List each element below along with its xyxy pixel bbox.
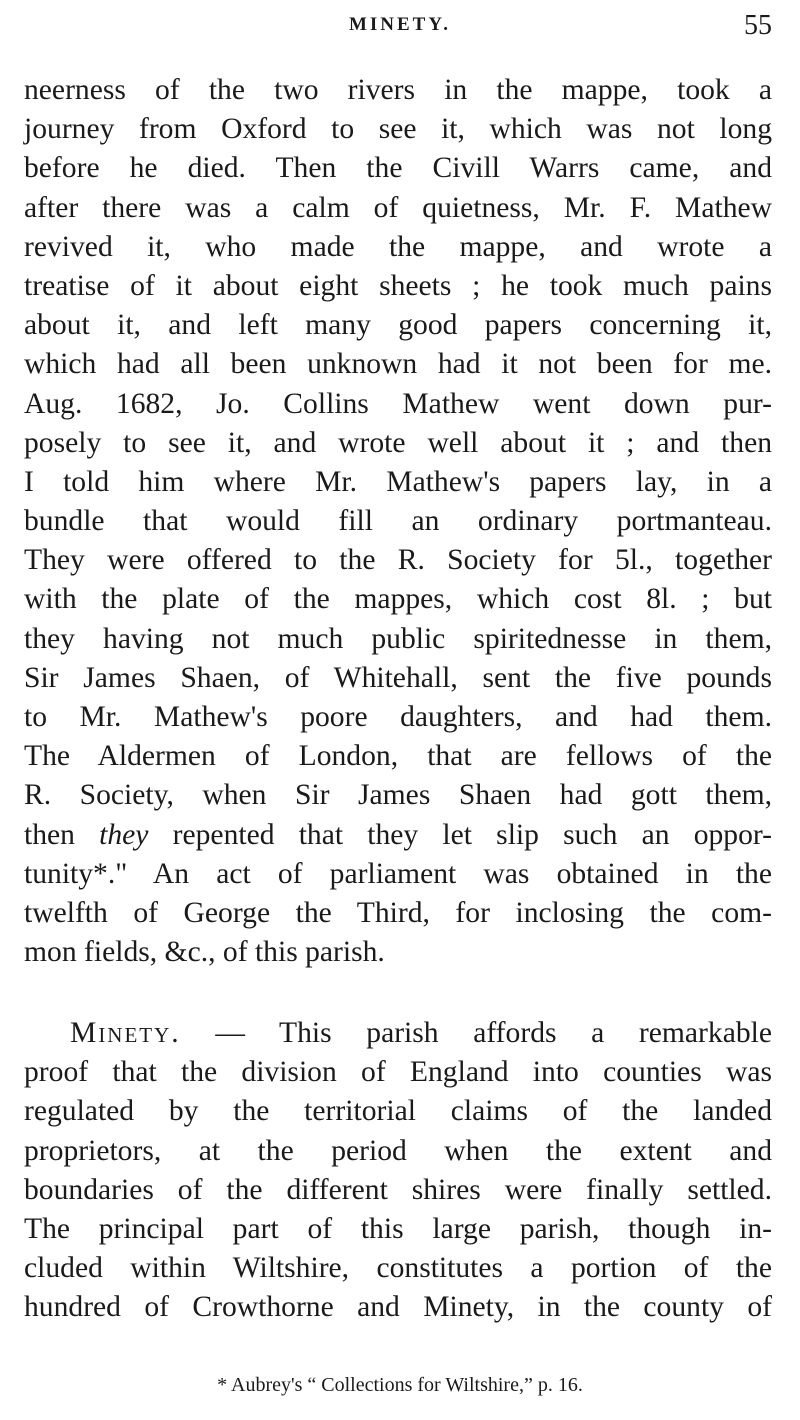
- text-line-rest: repented that they let slip such an oppor-: [148, 818, 772, 851]
- text-line: journey from Oxford to see it, which was not long: [24, 113, 772, 146]
- running-head: [0, 10, 800, 40]
- text-line: cluded within Wiltshire, constitutes a portion of the: [24, 1252, 772, 1285]
- text-line: mon fields, &c., of this parish.: [24, 936, 385, 969]
- text-line: which had all been unknown had it not been for me.: [24, 348, 772, 381]
- text-line-start: then: [24, 818, 75, 851]
- text-line: treatise of it about eight sheets ; he took much pains: [24, 269, 772, 302]
- paragraph-continued: [24, 71, 772, 972]
- text-line: with the plate of the mappes, which cost 8l. ; but: [24, 583, 772, 616]
- text-line: The principal part of this large parish, though in-: [24, 1212, 772, 1245]
- text-line: proprietors, at the period when the extent and: [24, 1134, 772, 1167]
- text-line: to Mr. Mathew's poore daughters, and had them.: [24, 701, 772, 733]
- text-line: they having not much public spiritednesse in them,: [24, 622, 772, 655]
- text-line: after there was a calm of quietness, Mr. F. Mathew: [24, 191, 772, 224]
- text-line: Sir James Shaen, of Whitehall, sent the five pounds: [24, 661, 772, 694]
- text-line: I told him where Mr. Mathew's papers lay, in a: [24, 465, 772, 498]
- italic-word: they: [99, 818, 149, 851]
- text-line: revived it, who made the mappe, and wrote a: [24, 230, 772, 263]
- text-line: [24, 1014, 772, 1053]
- text-line: about it, and left many good papers concerning it,: [24, 309, 772, 342]
- section-heading: Minety.: [70, 1017, 181, 1049]
- text-line: regulated by the territorial claims of the landed: [24, 1095, 772, 1128]
- text-line: bundle that would fill an ordinary portmanteau.: [24, 505, 772, 538]
- text-line: [24, 816, 772, 855]
- running-head-title: MINETY.: [348, 14, 452, 35]
- text-line: boundaries of the different shires were finally settled.: [24, 1173, 772, 1206]
- text-line: neerness of the two rivers in the mappe, took a: [24, 74, 772, 106]
- text-line: They were offered to the R. Society for 5l., together: [24, 544, 772, 577]
- text-line-rest: — This parish affords a remarkable: [180, 1017, 772, 1049]
- text-line: before he died. Then the Civill Warrs came, and: [24, 152, 772, 185]
- text-line: posely to see it, and wrote well about it ; and then: [24, 426, 772, 459]
- footnote: * Aubrey's “ Collections for Wiltshire,” p. 16.: [217, 1374, 583, 1396]
- text-line: proof that the division of England into counties was: [24, 1056, 772, 1089]
- text-line: hundred of Crowthorne and Minety, in the county of: [24, 1291, 772, 1324]
- text-line: The Aldermen of London, that are fellows of the: [24, 740, 772, 773]
- text-line: tunity*." An act of parliament was obtained in the: [24, 857, 772, 890]
- text-line: twelfth of George the Third, for inclosing the com-: [24, 896, 772, 929]
- text-line: R. Society, when Sir James Shaen had gott them,: [24, 779, 772, 812]
- paragraph-minety: [24, 1014, 772, 1328]
- page-number: 55: [744, 10, 772, 41]
- text-line: Aug. 1682, Jo. Collins Mathew went down pur-: [24, 387, 772, 420]
